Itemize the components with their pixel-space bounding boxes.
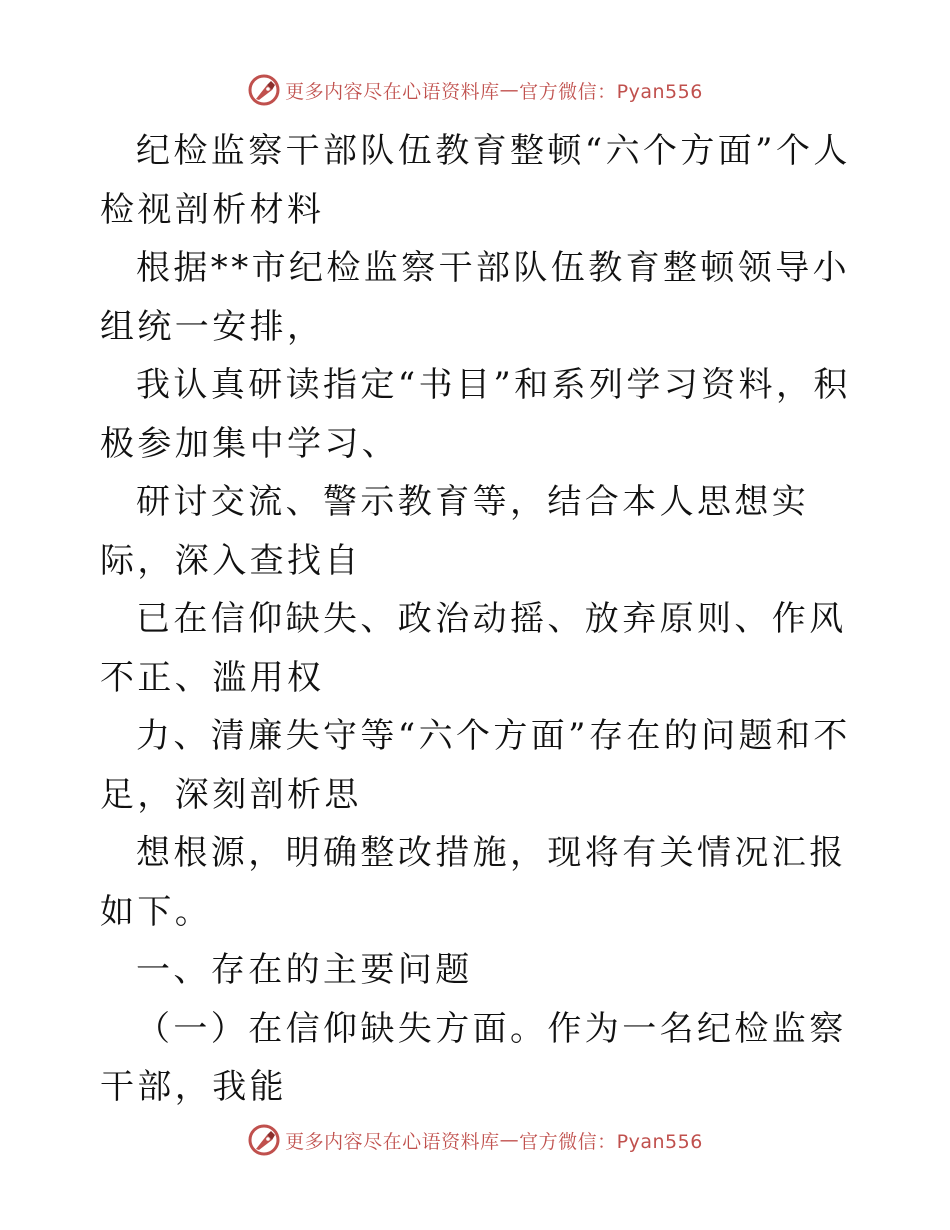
body-paragraph: 研讨交流、警示教育等，结合本人思想实际，深入查找自 [100, 482, 810, 581]
body-paragraph: 想根源，明确整改措施，现将有关情况汇报如下。 [100, 833, 847, 932]
watermark-separator: — [499, 79, 520, 101]
watermark-main-text: 更多内容尽在心语资料库 [285, 1130, 500, 1153]
document-body [100, 122, 860, 1117]
watermark-sub-text: 官方微信：Pyan556 [519, 1130, 703, 1153]
pen-nib-logo-icon [247, 1123, 281, 1157]
footer-watermark [0, 1120, 950, 1160]
pen-nib-logo-icon [247, 73, 281, 107]
watermark-main-text: 更多内容尽在心语资料库 [285, 80, 500, 103]
section-heading: 一、存在的主要问题 [136, 950, 473, 990]
body-paragraph: 力、清廉失守等“六个方面”存在的问题和不足，深刻剖析思 [100, 716, 851, 815]
watermark-sub-text: 官方微信：Pyan556 [519, 80, 703, 103]
document-title: 纪检监察干部队伍教育整顿“六个方面”个人检视剖析材料 [100, 131, 851, 230]
body-paragraph: （一）在信仰缺失方面。作为一名纪检监察干部，我能 [100, 1008, 847, 1107]
body-paragraph: 已在信仰缺失、政治动摇、放弃原则、作风不正、滥用权 [100, 599, 847, 698]
watermark-separator: — [499, 1129, 520, 1151]
header-watermark [0, 70, 950, 110]
body-paragraph: 我认真研读指定“书目”和系列学习资料，积极参加集中学习、 [100, 365, 851, 464]
body-paragraph: 根据**市纪检监察干部队伍教育整顿领导小组统一安排， [100, 248, 850, 347]
